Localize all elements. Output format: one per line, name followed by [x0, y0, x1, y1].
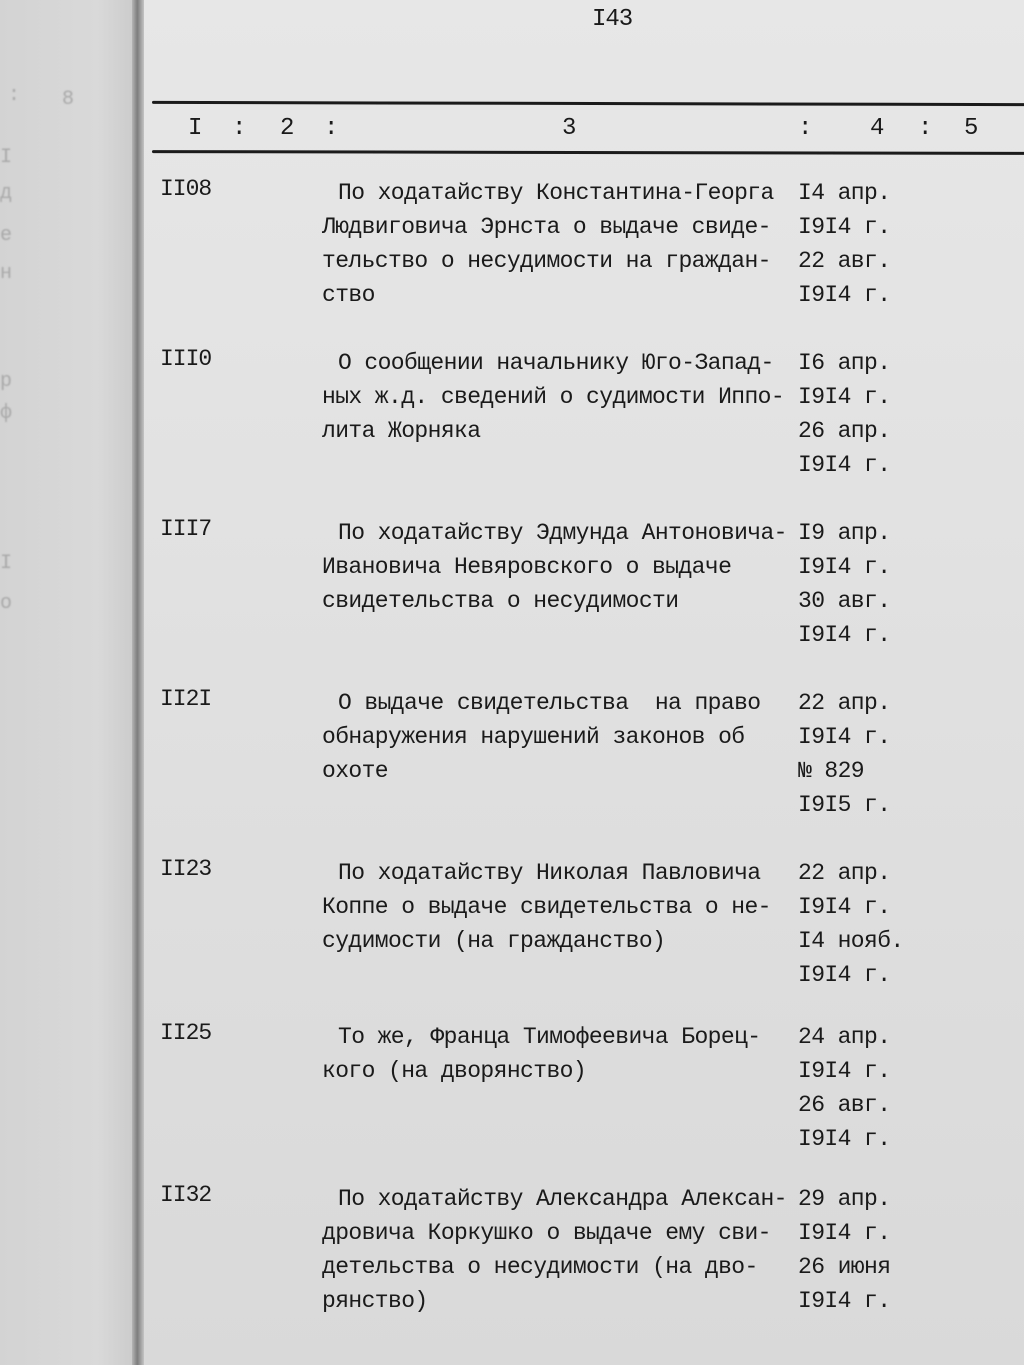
- facing-page-ghost-mark: 8: [62, 88, 75, 111]
- date-line: 29 апр.: [798, 1186, 891, 1212]
- case-dates: [798, 1020, 928, 1156]
- case-number: II32: [160, 1182, 212, 1208]
- facing-page-ghost-mark: н: [0, 262, 13, 285]
- case-dates: [798, 856, 928, 992]
- case-dates: [798, 686, 928, 822]
- date-line: I9I4 г.: [798, 1126, 891, 1152]
- date-line: I4 нояб.: [798, 928, 904, 954]
- date-line: 26 апр.: [798, 418, 891, 444]
- case-number: II2I: [160, 686, 212, 712]
- date-line: I9I4 г.: [798, 962, 891, 988]
- case-description: [322, 1182, 802, 1318]
- date-line: I4 апр.: [798, 180, 891, 206]
- date-line: I9I4 г.: [798, 384, 891, 410]
- description-line: По ходатайству Александра Алексан-: [338, 1186, 787, 1212]
- facing-page-ghost-mark: I: [0, 552, 13, 575]
- description-line: По ходатайству Эдмунда Антоновича-: [338, 520, 787, 546]
- date-line: 26 июня: [798, 1254, 891, 1280]
- date-line: I9I4 г.: [798, 1220, 891, 1246]
- date-line: I9I4 г.: [798, 622, 891, 648]
- facing-page-ghost-mark: д: [0, 182, 13, 205]
- description-line: О выдаче свидетельства на право: [338, 690, 761, 716]
- description-line: рянство): [322, 1288, 428, 1314]
- description-line: охоте: [322, 758, 389, 784]
- date-line: I9I5 г.: [798, 792, 891, 818]
- case-description: [322, 1020, 802, 1088]
- description-line: ных ж.д. сведений о судимости Иппо-: [322, 384, 785, 410]
- case-description: [322, 346, 802, 448]
- description-line: ство: [322, 282, 375, 308]
- date-line: 30 авг.: [798, 588, 891, 614]
- date-line: I9I4 г.: [798, 214, 891, 240]
- description-line: свидетельства о несудимости: [322, 588, 679, 614]
- facing-page-ghost-mark: о: [0, 592, 13, 615]
- date-line: I9I4 г.: [798, 452, 891, 478]
- column-separator: :: [324, 115, 339, 142]
- column-header-3: 3: [562, 115, 577, 142]
- case-number: II25: [160, 1020, 212, 1046]
- date-line: I9I4 г.: [798, 282, 891, 308]
- description-line: кого (на дворянство): [322, 1058, 587, 1084]
- description-line: Людвиговича Эрнста о выдаче свиде-: [322, 214, 771, 240]
- description-line: тельство о несудимости на граждан-: [322, 248, 771, 274]
- description-line: Ивановича Невяровского о выдаче: [322, 554, 732, 580]
- date-line: I9I4 г.: [798, 894, 891, 920]
- case-number: III7: [160, 516, 212, 542]
- column-header-1: I: [188, 115, 203, 142]
- description-line: судимости (на гражданство): [322, 928, 666, 954]
- case-number: II08: [160, 176, 212, 202]
- case-description: [322, 516, 802, 618]
- date-line: I9I4 г.: [798, 554, 891, 580]
- facing-page-ghost-mark: ф: [0, 402, 13, 425]
- case-number: III0: [160, 346, 212, 372]
- date-line: I9 апр.: [798, 520, 891, 546]
- header-bottom-rule: [152, 150, 1024, 155]
- facing-page-ghost-mark: е: [0, 224, 13, 247]
- description-line: О сообщении начальнику Юго-Запад-: [338, 350, 774, 376]
- date-line: I6 апр.: [798, 350, 891, 376]
- case-dates: [798, 516, 928, 652]
- description-line: лита Жорняка: [322, 418, 481, 444]
- date-line: I9I4 г.: [798, 1058, 891, 1084]
- date-line: 26 авг.: [798, 1092, 891, 1118]
- date-line: 22 апр.: [798, 860, 891, 886]
- column-separator: :: [918, 115, 933, 142]
- description-line: По ходатайству Николая Павловича: [338, 860, 761, 886]
- header-top-rule: [152, 101, 1024, 106]
- description-line: дровича Коркушко о выдаче ему сви-: [322, 1220, 771, 1246]
- column-header-2: 2: [280, 115, 295, 142]
- case-dates: [798, 1182, 928, 1318]
- case-description: [322, 176, 802, 312]
- column-header-4: 4: [870, 115, 885, 142]
- date-line: 22 апр.: [798, 690, 891, 716]
- document-page: [144, 0, 1024, 1365]
- description-line: Коппе о выдаче свидетельства о не-: [322, 894, 771, 920]
- facing-page-edge: [0, 0, 140, 1365]
- description-line: обнаружения нарушений законов об: [322, 724, 745, 750]
- date-line: I9I4 г.: [798, 1288, 891, 1314]
- description-line: То же, Франца Тимофеевича Борец-: [338, 1024, 761, 1050]
- column-header-5: 5: [964, 115, 979, 142]
- book-gutter: [132, 0, 144, 1365]
- date-line: I9I4 г.: [798, 724, 891, 750]
- case-description: [322, 686, 802, 788]
- facing-page-ghost-mark: I: [0, 146, 13, 169]
- description-line: детельства о несудимости (на дво-: [322, 1254, 758, 1280]
- date-line: 24 апр.: [798, 1024, 891, 1050]
- facing-page-ghost-mark: р: [0, 370, 13, 393]
- case-dates: [798, 176, 928, 312]
- case-description: [322, 856, 802, 958]
- table-column-header: [152, 96, 1024, 156]
- case-dates: [798, 346, 928, 482]
- facing-page-ghost-mark: :: [8, 84, 21, 107]
- date-line: № 829: [798, 758, 865, 784]
- column-separator: :: [798, 115, 813, 142]
- description-line: По ходатайству Константина-Георга: [338, 180, 774, 206]
- date-line: 22 авг.: [798, 248, 891, 274]
- column-separator: :: [232, 115, 247, 142]
- page-number: I43: [592, 6, 633, 33]
- case-number: II23: [160, 856, 212, 882]
